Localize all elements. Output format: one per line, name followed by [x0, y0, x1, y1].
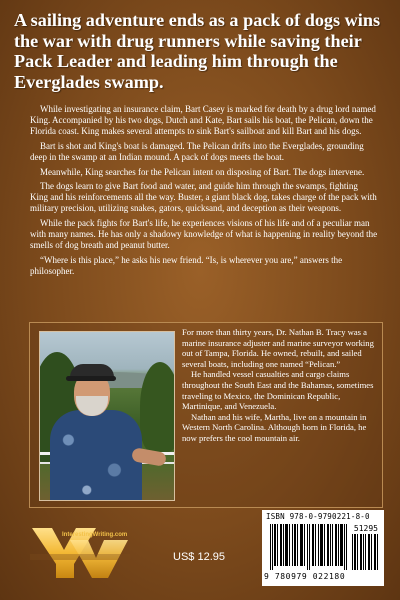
price-code: 51295: [353, 524, 378, 533]
ean-number: 9 780979 022180: [264, 572, 346, 581]
synopsis-paragraph: While investigating an insurance claim, Bart Casey is marked for death by a drug lord named King. Accompanied by his two dogs, Dutch and Kate, Bart sails his boat, the Pelican, down the Florida coast. King makes several attempts to sink Bart's sailboat and kill Bart and his dogs.: [30, 104, 376, 136]
bio-paragraph: Nathan and his wife, Martha, live on a mountain in Western North Carolina. Although born in Florida, he now prefers the cool mountain air.: [182, 411, 367, 443]
price-label: US$ 12.95: [173, 551, 225, 563]
synopsis: [30, 104, 378, 281]
synopsis-paragraph: Bart is shot and King's boat is damaged. The Pelican drifts into the Everglades, grounding deep in the swamp at an Indian mound. A pack of dogs meets the boat.: [30, 140, 364, 162]
author-bio: [182, 327, 374, 444]
price-addon-bars: [352, 534, 380, 570]
yw-logo-icon: [30, 520, 130, 580]
bio-paragraph: For more than thirty years, Dr. Nathan B. Tracy was a marine insurance adjuster and marine surveyor working out of Tampa, Florida. He owned, rebuilt, and sailed several boats, including one named “Pelican.”: [182, 327, 374, 369]
synopsis-paragraph: The dogs learn to give Bart food and water, and guide him through the swamps, fighting King and his reinforcements all the way. Buster, a giant black dog, takes charge of the pack with military precision, utilizing snakes, gators, quicksand, and deception as their weapons.: [30, 181, 377, 214]
author-section: [29, 322, 383, 508]
publisher-website: InterestingWriting.com: [62, 532, 128, 538]
synopsis-paragraph: Meanwhile, King searches for the Pelican intent on disposing of Bart. The dogs intervene.: [40, 166, 365, 177]
isbn-number: ISBN 978-0-9790221-8-0: [266, 512, 370, 521]
synopsis-paragraph: “Where is this place,” he asks his new friend. “Is, is wherever you are,” answers the philosopher.: [30, 254, 343, 276]
author-photo: [39, 331, 175, 501]
synopsis-paragraph: While the pack fights for Bart's life, he experiences visions of his life and of a peculiar man with many names. He has only a shadowy knowledge of what is happening in reality beyond the smells of dog breath and peanut butter.: [30, 218, 378, 250]
bio-paragraph: He handled vessel casualties and cargo claims throughout the South East and the Bahamas, sometimes traveling to Mexico, the Dominican Republic, Martinique, and Venezuela.: [182, 369, 374, 412]
barcode-bars: [270, 524, 348, 570]
headline: A sailing adventure ends as a pack of dogs wins the war with drug runners while saving their Pack Leader and leading him through the Everglades swamp.: [14, 10, 381, 92]
isbn-barcode: [262, 510, 384, 586]
